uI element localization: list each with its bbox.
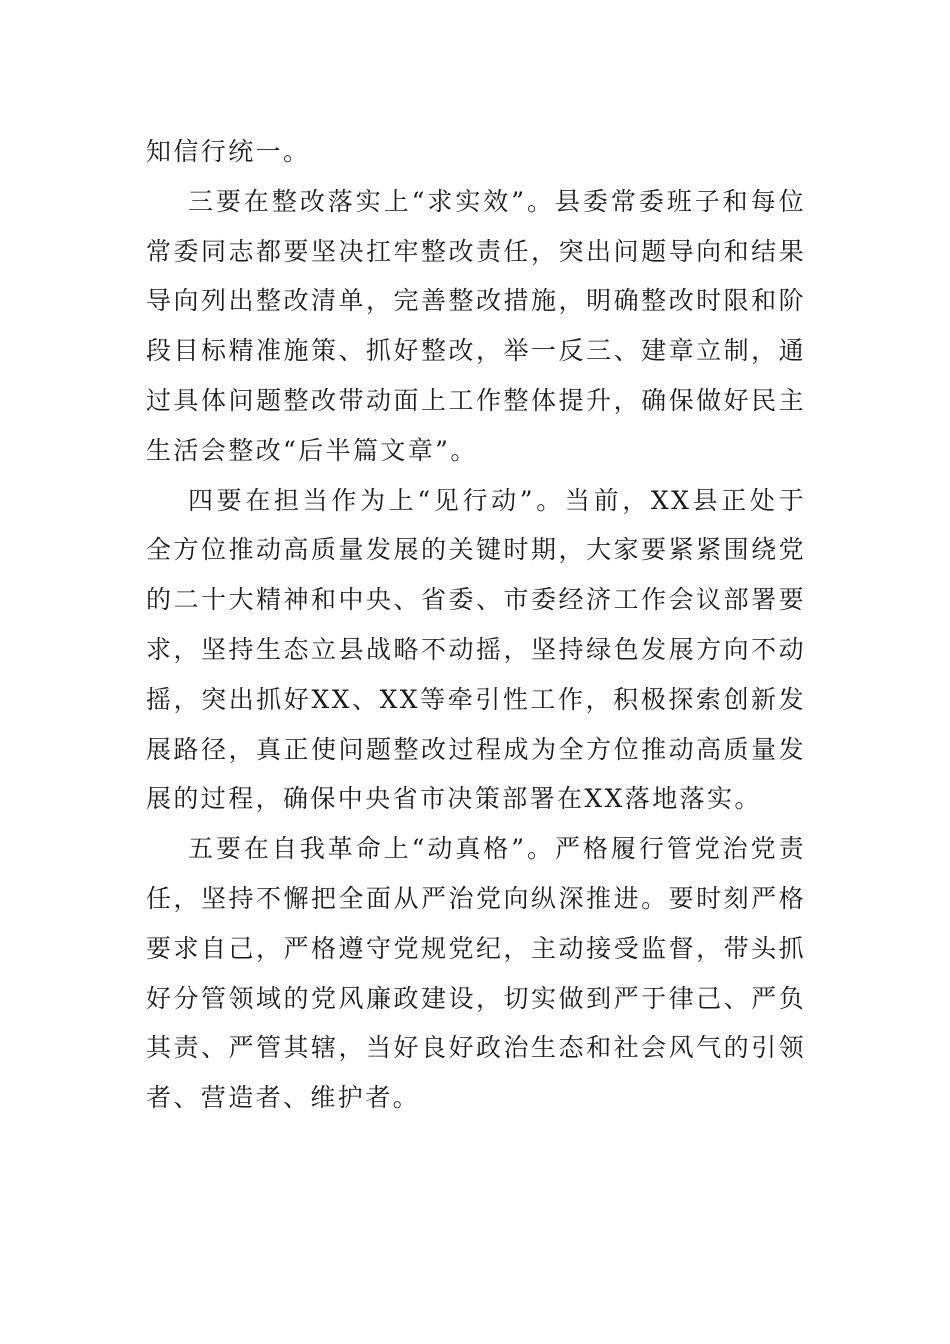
document-body <box>146 127 806 1123</box>
paragraph-continuation: 知信行统一。 <box>146 137 311 166</box>
paragraph-point-five: 五要在自我革命上“动真格”。严格履行管党治党责任，坚持不懈把全面从严治党向纵深推进。要时刻严格要求自己，严格遵守党规党纪，主动接受监督，带头抓好分管领域的党风廉政建设，切实做到严于律己、严负其责、严管其辖，当好良好政治生态和社会风气的引领者、营造者、维护者。 <box>146 834 806 1113</box>
paragraph-point-three: 三要在整改落实上“求实效”。县委常委班子和每位常委同志都要坚决扛牢整改责任，突出问题导向和结果导向列出整改清单，完善整改措施，明确整改时限和阶段目标精准施策、抓好整改，举一反三、建章立制，通过具体问题整改带动面上工作整体提升，确保做好民主生活会整改“后半篇文章”。 <box>146 186 806 465</box>
paragraph-point-four: 四要在担当作为上“见行动”。当前，XX县正处于全方位推动高质量发展的关键时期，大家要紧紧围绕党的二十大精神和中央、省委、市委经济工作会议部署要求，坚持生态立县战略不动摇，坚持绿色发展方向不动摇，突出抓好XX、XX等牵引性工作，积极探索创新发展路径，真正使问题整改过程成为全方位推动高质量发展的过程，确保中央省市决策部署在XX落地落实。 <box>146 485 806 814</box>
